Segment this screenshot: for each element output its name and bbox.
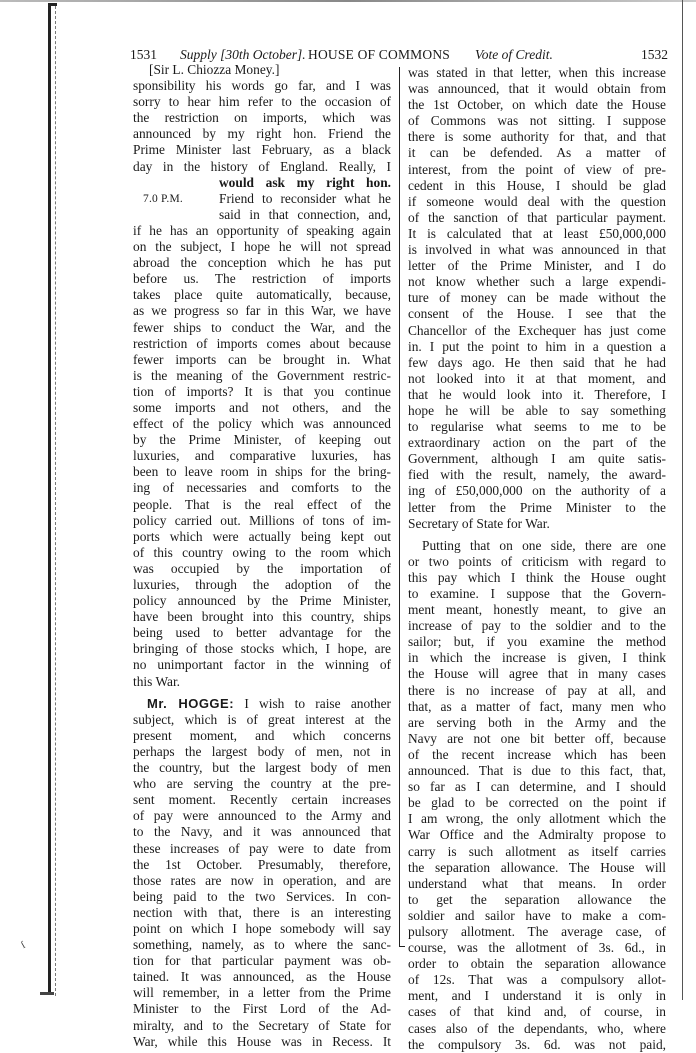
- text-line: takes place quite automatically, because,: [133, 287, 391, 303]
- text-line: interest, from the point of view of pre-: [408, 161, 666, 177]
- text-line: of this country owing to the room which: [133, 544, 391, 560]
- left-paragraph-1b: [133, 223, 391, 690]
- text-line: hope he will be able to say something: [408, 402, 666, 418]
- text-line: being used to better advantage for the: [133, 625, 391, 641]
- text-line: of Commons was not sitting. I suppose: [408, 113, 666, 129]
- hogge-first-line-text: I wish to raise another: [244, 695, 391, 711]
- right-running-title: Vote of Credit.: [475, 47, 553, 62]
- binding-edge-bottom: [40, 992, 54, 995]
- text-line: day in the history of England. Really, I: [133, 158, 391, 174]
- scan-top-edge: [0, 0, 696, 2]
- text-line: people. That is the real effect of the: [133, 496, 391, 512]
- text-line: War, while this House was in Recess. It: [133, 1033, 391, 1049]
- text-line: effect of the policy which was announced: [133, 416, 391, 432]
- text-line: letter from the Prime Minister to the: [408, 499, 666, 515]
- time-row: [133, 191, 391, 207]
- text-line: in. I put the point to him in a question a: [408, 338, 666, 354]
- text-line: to regularise what seems to me to be: [408, 419, 666, 435]
- text-line: who are serving the country at the pre-: [133, 776, 391, 792]
- text-line: restriction of imports comes about because: [133, 335, 391, 351]
- text-line: order to obtain the separation allowance: [408, 956, 666, 972]
- text-line: sorry to hear him refer to the occasion of: [133, 94, 391, 110]
- text-line: no unimportant factor in the winning of: [133, 657, 391, 673]
- text-line: nection with that, there is an interesting: [133, 904, 391, 920]
- text-line: understand what that means. In order: [408, 875, 666, 891]
- text-line: are serving both in the Army and the: [408, 714, 666, 730]
- text-line: something, namely, as to where the sanc-: [133, 937, 391, 953]
- text-line: will remember, in a letter from the Prime: [133, 985, 391, 1001]
- center-running-title: HOUSE OF COMMONS: [308, 47, 450, 62]
- text-line: fied with the result, namely, the award-: [408, 467, 666, 483]
- text-line: the country, but the largest body of men: [133, 760, 391, 776]
- text-line: Government, although I am quite satis-: [408, 451, 666, 467]
- text-line: soldier and sailor have to make a com-: [408, 907, 666, 923]
- side-line: would ask my right hon.: [219, 174, 391, 190]
- hogge-first-line: [133, 696, 391, 712]
- page-right-edge: [682, 0, 683, 1000]
- column-divider-foot: [399, 946, 405, 947]
- text-line: that, as a matter of fact, many men who: [408, 698, 666, 714]
- text-line: cedent in this House, I should be glad: [408, 177, 666, 193]
- text-line: as we progress so far in this War, we have: [133, 303, 391, 319]
- text-line: is involved in what was announced in that: [408, 242, 666, 258]
- text-line: cases of that kind and, of course, in: [408, 1004, 666, 1020]
- binding-edge: [48, 4, 51, 994]
- text-line: tained. It was announced, as the House: [133, 969, 391, 985]
- text-line: on the subject, I hope he will not spread: [133, 239, 391, 255]
- text-line: in which the increase is given, I think: [408, 650, 666, 666]
- text-line: perhaps the largest body of men, not in: [133, 743, 391, 759]
- right-column: [408, 65, 666, 1053]
- left-page-number: 1531: [130, 47, 157, 62]
- left-paragraph-1: [133, 78, 391, 175]
- text-line: the compulsory 3s. 6d. was not paid,: [408, 1036, 666, 1052]
- text-line: Prime Minister last February, as a black: [133, 142, 391, 158]
- text-line: ment, and I understand it is only in: [408, 988, 666, 1004]
- text-line: so far as I can determine, and I should: [408, 779, 666, 795]
- text-line: not know whether such a large expendi-: [408, 274, 666, 290]
- text-line: being paid to the two Services. In con-: [133, 888, 391, 904]
- text-line: bringing of those stocks which, I hope, are: [133, 641, 391, 657]
- text-line: the 1st October, on which date the House: [408, 97, 666, 113]
- text-line: present moment, and which concerns: [133, 727, 391, 743]
- right-page-number: 1532: [641, 47, 668, 62]
- text-line: Navy are not one bit better off, because: [408, 730, 666, 746]
- text-line: the House will agree that in many cases: [408, 666, 666, 682]
- text-line: was occupied by the importation of: [133, 560, 391, 576]
- margin-pencil-mark: ſ: [19, 940, 28, 951]
- text-line: to examine. I suppose that the Govern-: [408, 586, 666, 601]
- left-running-title: Supply [30th October].: [180, 47, 306, 62]
- time-row-text: Friend to reconsider what he: [219, 190, 391, 206]
- text-line: fewer imports can be brought in. What: [133, 351, 391, 367]
- text-line: miralty, and to the Secretary of State for: [133, 1017, 391, 1033]
- text-line: tion of imports? It is that you continue: [133, 383, 391, 399]
- text-line: ing of necessaries and comforts to the: [133, 480, 391, 496]
- text-line: sent moment. Recently certain increases: [133, 792, 391, 808]
- text-line: I am wrong, the only allotment which the: [408, 811, 666, 827]
- text-line: if he has an opportunity of speaking again: [133, 222, 391, 238]
- text-line: of pay were announced to the Army and: [133, 808, 391, 824]
- text-line: some imports and not others, and the: [133, 399, 391, 415]
- text-line: the separation allowance. The House will: [408, 859, 666, 875]
- text-line: Putting that on one side, there are one: [422, 537, 666, 553]
- text-line: is the meaning of the Government restric-: [133, 367, 391, 383]
- text-line: this pay which I think the House ought: [408, 569, 666, 585]
- speaker-reference: [Sir L. Chiozza Money.]: [149, 62, 280, 77]
- text-line: It is calculated that at least £50,000,000: [408, 225, 666, 241]
- text-line: course, was the allotment of 3s. 6d., in: [408, 940, 666, 956]
- text-line: to the Navy, and it was announced that: [133, 824, 391, 840]
- text-line: have been brought into this country, ships: [133, 609, 391, 625]
- text-line: of the recent increase which has been: [408, 746, 666, 762]
- text-line: letter of the Prime Minister, and I do: [408, 258, 666, 274]
- margin-time-note: 7.0 P.M.: [143, 192, 183, 205]
- column-divider: [399, 67, 400, 947]
- text-line: the 1st October. Presumably, therefore,: [133, 856, 391, 872]
- text-line: ture of money can be made without the: [408, 290, 666, 306]
- text-line: the restriction on imports, which was: [133, 110, 391, 126]
- text-line: extraordinary action on the part of the: [408, 435, 666, 451]
- binding-inner-edge: [55, 6, 56, 996]
- text-line: cases also of the dependants, who, where: [408, 1020, 666, 1036]
- text-line: was stated in that letter, when this increase: [408, 65, 666, 80]
- text-line: or two points of criticism with regard to: [408, 553, 666, 569]
- side-line-2: said in that connection, and,: [219, 206, 391, 222]
- text-line: before us. The restriction of imports: [133, 271, 391, 287]
- left-paragraph-2: [133, 712, 391, 1050]
- text-line: there is no increase of pay at all, and: [408, 682, 666, 698]
- text-line: not looked into it at that moment, and: [408, 370, 666, 386]
- text-line: ports which were actually being kept out: [133, 528, 391, 544]
- text-line: there is some authority for that, and that: [408, 129, 666, 145]
- text-line: subject, which is of great interest at the: [133, 711, 391, 727]
- text-line: fewer ships to conduct the War, and the: [133, 319, 391, 335]
- text-line: luxuries, and comparative luxuries, has: [133, 448, 391, 464]
- right-paragraph-2: [408, 538, 666, 1053]
- text-line: ing of £50,000,000 on the authority of a: [408, 483, 666, 499]
- text-line: Chancellor of the Exchequer has just come: [408, 322, 666, 338]
- text-line: Secretary of State for War.: [408, 515, 550, 531]
- text-line: consent of the House. I see that the: [408, 306, 666, 322]
- text-line: these increases of pay were to date from: [133, 840, 391, 856]
- text-line: sailor; but, if you examine the method: [408, 634, 666, 650]
- text-line: sponsibility his words go far, and I was: [133, 78, 391, 94]
- speaker-name: Mr. HOGGE:: [147, 695, 235, 711]
- left-column: [133, 62, 391, 1050]
- text-line: of 12s. That was a compulsory allot-: [408, 972, 666, 988]
- text-line: ment meant, honestly meant, to give an: [408, 602, 666, 618]
- text-line: to get the separation allowance the: [408, 891, 666, 907]
- text-line: Minister to the First Lord of the Ad-: [133, 1001, 391, 1017]
- text-line: been to leave room in ships for the bring-: [133, 464, 391, 480]
- text-line: was announced, that it would obtain from: [408, 81, 666, 97]
- text-line: those rates are now in operation, and are: [133, 872, 391, 888]
- text-line: if someone would deal with the question: [408, 193, 666, 209]
- text-line: it can be defended. As a matter of: [408, 145, 666, 161]
- text-line: that he would look into it. Therefore, I: [408, 386, 666, 402]
- text-line: pulsory allotment. The average case, of: [408, 923, 666, 939]
- text-line: policy announced by the Prime Minister,: [133, 593, 391, 609]
- text-line: policy carried out. Millions of tons of im-: [133, 512, 391, 528]
- text-line: abroad the conception which he has put: [133, 255, 391, 271]
- text-line: point on which I hope somebody will say: [133, 920, 391, 936]
- text-line: announced by my right hon. Friend the: [133, 126, 391, 142]
- text-line: be glad to be corrected on the point if: [408, 795, 666, 811]
- text-line: tion for that particular payment was ob-: [133, 953, 391, 969]
- text-line: luxuries, through the adoption of the: [133, 577, 391, 592]
- text-line: by the Prime Minister, of keeping out: [133, 432, 391, 448]
- text-line: carry is such allotment as itself carries: [408, 843, 666, 859]
- text-line: War Office and the Admiralty propose to: [408, 827, 666, 843]
- right-paragraph-1: [408, 65, 666, 532]
- text-line: announced. That is due to this fact, that,: [408, 763, 666, 779]
- text-line: this War.: [133, 673, 181, 689]
- text-line: few days ago. He then said that he had: [408, 354, 666, 370]
- text-line: increase of pay to the soldier and to the: [408, 618, 666, 634]
- text-line: of the sanction of that particular payment.: [408, 209, 666, 225]
